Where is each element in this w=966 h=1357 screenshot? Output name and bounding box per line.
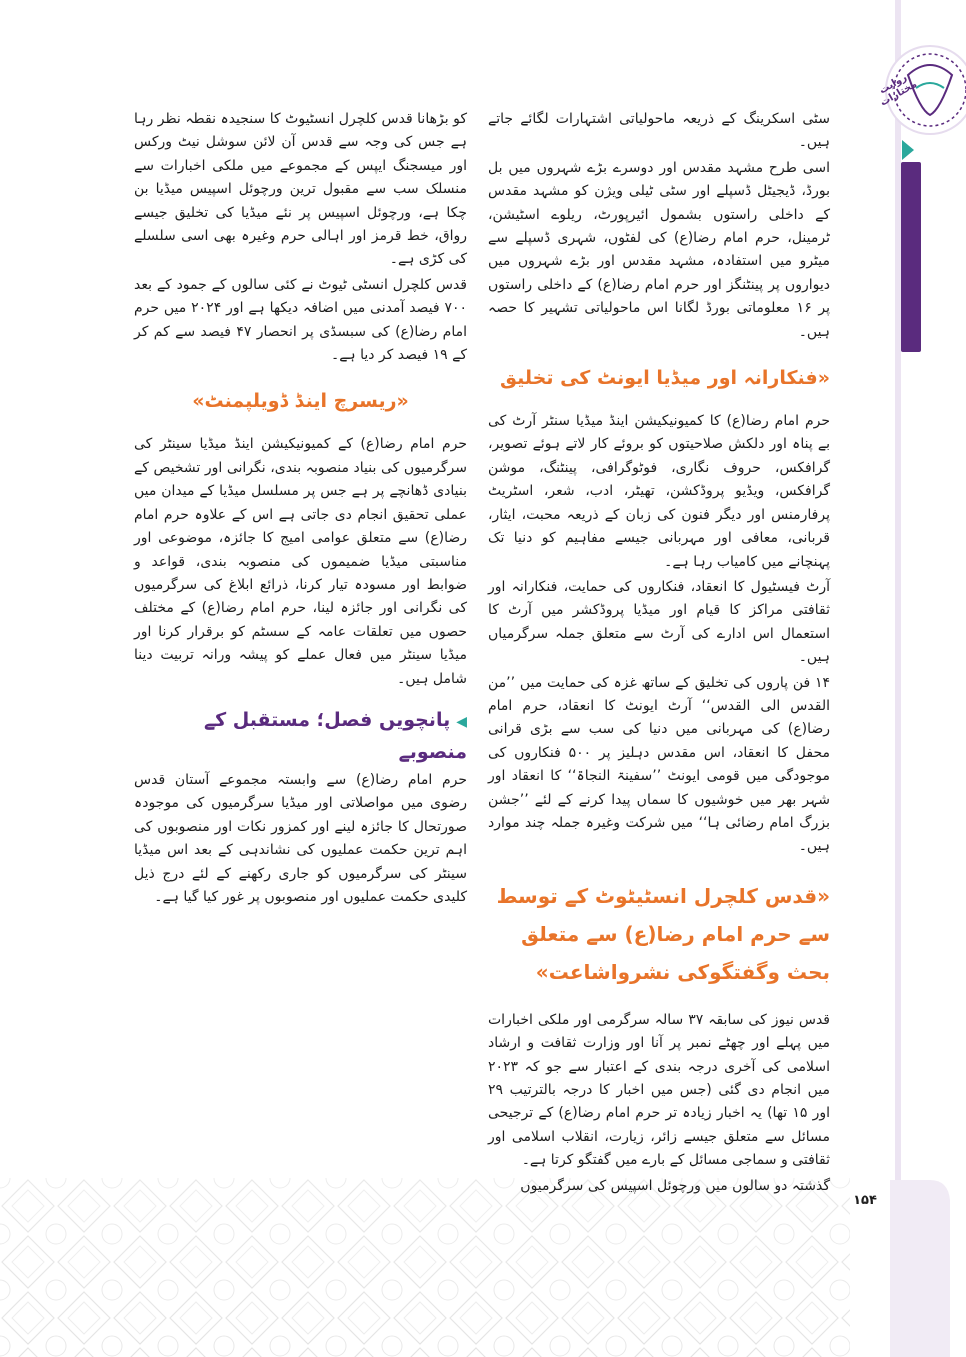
paragraph: اسی طرح مشہد مقدس اور دوسرے بڑے شہروں میں بل بورڈ، ڈیجیٹل ڈسپلے اور سٹی ٹیلی ویژن کو مشہد مقدس کے داخلی راستوں بشمول ائیرپورٹ، ریلوے اسٹیشن، ٹرمینل، حرم امام رضا(ع) کی لفٹوں، شہری ڈسپلے سے میٹرو میں استفادہ، مشہد مقدس اور بڑے شہروں میں دیواروں پر پینٹنگز اور حرم امام رضا(ع) کے داخلی راستوں پر ۱۶ معلوماتی بورڈ لگانا اس ماحولیاتی تشہیر کا حصہ ہیں۔ xyxy=(488,159,830,340)
vertical-title-text: دارالکتاب و رسانه در آستان قدس رضوی xyxy=(862,182,872,336)
page-number: ۱۵۴ xyxy=(853,1193,877,1208)
decorative-pattern-band xyxy=(0,1178,850,1357)
paragraph: حرم امام رضا(ع) سے وابستہ مجموعے آستان قدس رضوی میں مواصلاتی اور میڈیا سرگرمیوں کی موجودہ صورتحال کا جائزہ لینے اور کمزور نکات اور منصوبوں کی اہم ترین حکمت عملیوں کی نشاندہی کے بعد اس میڈیا سینٹر کی سرگرمیوں کو جاری رکھنے کے لئے درج ذیل کلیدی حکمت عملیوں اور منصوبوں پر غور کیا گیا ہے۔ xyxy=(134,771,467,905)
triangle-bullet-icon: ◀ xyxy=(456,713,467,730)
paragraph: حرم امام رضا(ع) کے کمیونیکیشن اینڈ میڈیا سینٹر کی سرگرمیوں کی بنیاد منصوبہ بندی، نگرانی اور تشخیص کے بنیادی ڈھانچے پر ہے جس پر مسلسل میڈیا کے میدان میں عملی تحقیق انجام دی جاتی ہے اس کے علاوہ حرم امام رضا(ع) سے متعلق عوامی امیج کا جائزہ، موضوعی اور مناسبتی میڈیا ضمیموں کی منصوبہ بندی، قواعد و ضوابط اور مسودہ تیار کرنا، ذرائع ابلاغ کی سرگرمیوں کی نگرانی اور جائزہ لینا، حرم امام رضا(ع) کے مختلف حصوں میں تعلقات عامہ کے سسٹم کو برقرار کرنا اور میڈیا سینٹر میں فعال عملے کو پیشہ ورانہ تربیت دینا شامل ہیں۔ xyxy=(134,436,467,687)
paragraph: قدس کلچرل انسٹی ٹیوٹ نے کئی سالوں کے جمود کے بعد ۷۰۰ فیصد آمدنی میں اضافہ دیکھا ہے اور ۲۰۲۴ میں حرم امام رضا(ع) کی سبسڈی پر انحصار ۴۷ فیصد سے کم کر کے ۱۹ فیصد کر دیا ہے۔ xyxy=(134,276,468,364)
chapter-heading-future-plans xyxy=(134,705,467,767)
paragraph: آرٹ فیسٹیول کا انعقاد، فنکاروں کی حمایت، فنکارانہ اور ثقافتی مراکز کا قیام اور میڈیا پروڈکشر میں آرٹ کا استعمال اس ادارے کی آرٹ سے متعلق جملہ سرگرمیاں ہیں۔ xyxy=(488,578,830,666)
vertical-running-title xyxy=(855,170,879,348)
section-heading-quds-institute: «قدس کلچرل انسٹیٹوٹ کے توسط سے حرم امام رضا(ع) سے متعلق بحث وگفتگوکی نشرواشاعت» xyxy=(496,883,830,984)
left-column xyxy=(134,108,467,911)
logo-text: روایت مختارات xyxy=(877,72,920,109)
paragraph: سٹی اسکرینگ کے ذریعہ ماحولیاتی اشتہارات لگائے جاتے ہیں۔ xyxy=(488,111,830,151)
section-heading-research: «ریسرچ اینڈ ڈویلپمنٹ» xyxy=(192,390,409,413)
paragraph: قدس نیوز کی سابقہ ۳۷ سالہ سرگرمی اور ملکی اخبارات میں پہلے اور چھٹے نمبر پر آنا اور وزارت ثقافت و ارشاد اسلامی کی آخری درجہ بندی کے اعتبار سے جو کہ ۲۰۲۳ میں انجام دی گئی (جس میں اخبار کا درجہ بالترتیب ۲۹ اور ۱۵ تھا) یہ اخبار زیادہ تر حرم امام رضا(ع) کے ترجیحی مسائل سے متعلق جیسے زائر، زیارت، انقلاب اسلامی اور ثقافتی و سماجی مسائل کے بارے میں گفتگو کرتا ہے۔ xyxy=(488,1011,830,1169)
right-column xyxy=(488,108,830,1200)
paragraph: حرم امام رضا(ع) کا کمیونیکیشن اینڈ میڈیا سنٹر آرٹ کی بے پناہ اور دلکش صلاحیتوں کو بروئے کار لاتے ہوئے تصویر، گرافکس، حروف نگاری، فوٹوگرافی، پینٹنگ، موشن گرافکس، ویڈیو پروڈکشن، تھیٹر، ادب، شعر، اسٹریٹ پرفارمنس اور دیگر فنون کی زبان کے ذریعہ محبت، ایثار، قربانی، معافی اور مہربانی جیسے مفاہیم کو دنیا تک پہنچانے میں کامیاب رہا ہے۔ xyxy=(488,413,830,570)
paragraph: کو بڑھانا قدس کلچرل انسٹیوٹ کا سنجیدہ نقطہ نظر رہا ہے جس کی وجہ سے قدس آن لائن سوشل نیٹ ورکس اور میسجنگ ایپس کے مجموعے میں ملکی اخبارات سے منسلک سب سے مقبول ترین ورچوئل اسپیس میڈیا بن چکا ہے، ورچوئل اسپیس پر نئے میڈیا کی تخلیق جیسے رواق، خط قرمز اور اہالی حرم وغیرہ بھی اسی سلسلے کی کڑی ہے۔ xyxy=(134,111,467,268)
chapter-heading-text: پانچویں فصل؛ مستقبل کے منصوبے xyxy=(203,708,467,763)
section-heading-artistic: «فنکارانہ اور میڈیا ایونٹ کی تخلیق xyxy=(499,367,830,390)
paragraph: ۱۴ فن پاروں کی تخلیق کے ساتھ غزہ کی حمایت میں ’’من القدس الی القدس‘‘ آرٹ ایونٹ کا انعقاد، حرم امام رضا(ع) کی مہربانی میں دنیا کی سب سے بڑی قرانی محفل کا انعقاد، اس مقدس دہلیز پر ۵۰۰ فنکاروں کی موجودگی میں قومی ایونٹ ’’سفینۃ النجاۃ‘‘ کا انعقاد اور شہر بھر میں خوشیوں کا سماں پیدا کرنے کے لئے ’’جشن بزرگ امام رضائی ہا‘‘ میں شرکت وغیرہ جملہ چند موارد ہیں۔ xyxy=(488,674,830,855)
paragraph: گذشتہ دو سالوں میں ورچوئل اسپیس کی سرگرمیوں xyxy=(520,1177,830,1194)
